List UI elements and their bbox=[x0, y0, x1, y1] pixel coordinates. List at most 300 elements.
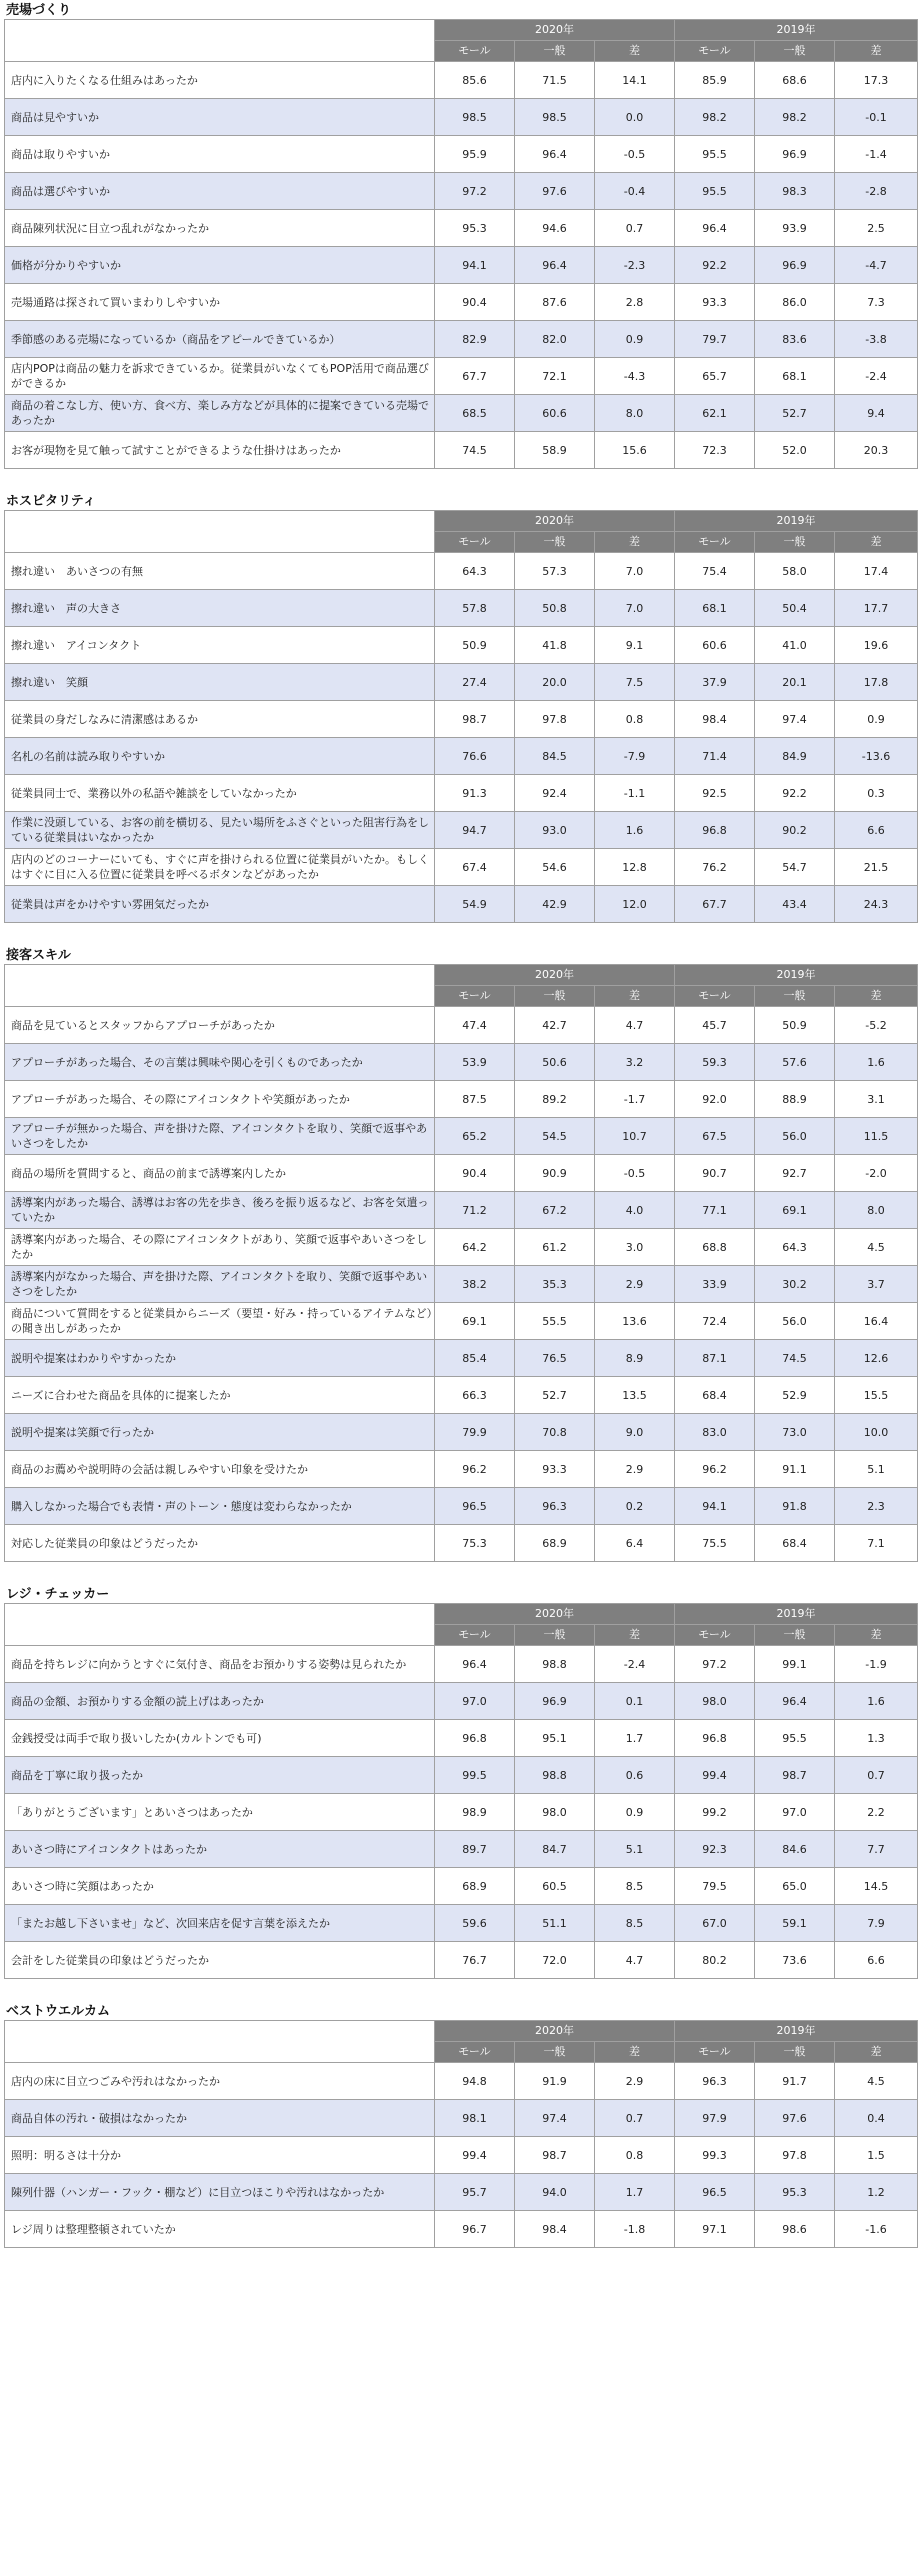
column-header: 差 bbox=[595, 41, 675, 62]
question-cell: 擦れ違い あいさつの有無 bbox=[5, 553, 435, 590]
value-cell: 4.7 bbox=[595, 1007, 675, 1044]
value-cell: 95.7 bbox=[435, 2174, 515, 2211]
survey-table bbox=[4, 19, 918, 469]
value-cell: 3.7 bbox=[835, 1266, 918, 1303]
question-cell: 商品の場所を質問すると、商品の前まで誘導案内したか bbox=[5, 1155, 435, 1192]
table-row bbox=[5, 553, 918, 590]
value-cell: 86.0 bbox=[755, 284, 835, 321]
value-cell: 71.5 bbox=[515, 62, 595, 99]
column-header: 差 bbox=[595, 1625, 675, 1646]
section-4 bbox=[0, 2003, 921, 2248]
section-title: 売場づくり bbox=[6, 3, 72, 18]
value-cell: 67.4 bbox=[435, 849, 515, 886]
year-2019-header: 2019年 bbox=[675, 2021, 918, 2042]
value-cell: -2.4 bbox=[595, 1646, 675, 1683]
value-cell: 98.8 bbox=[515, 1646, 595, 1683]
value-cell: 99.4 bbox=[435, 2137, 515, 2174]
value-cell: 96.8 bbox=[675, 1720, 755, 1757]
value-cell: 0.9 bbox=[595, 1794, 675, 1831]
value-cell: 17.3 bbox=[835, 62, 918, 99]
value-cell: 64.3 bbox=[755, 1229, 835, 1266]
column-header: 一般 bbox=[755, 986, 835, 1007]
value-cell: 97.8 bbox=[515, 701, 595, 738]
question-cell: 誘導案内がなかった場合、声を掛けた際、アイコンタクトを取り、笑顔で返事やあいさつをしたか bbox=[5, 1266, 435, 1303]
column-header: モール bbox=[435, 41, 515, 62]
table-row bbox=[5, 1229, 918, 1266]
value-cell: 98.5 bbox=[515, 99, 595, 136]
question-cell: 名札の名前は読み取りやすいか bbox=[5, 738, 435, 775]
section-title: レジ・チェッカー bbox=[6, 1587, 110, 1602]
survey-table bbox=[4, 964, 918, 1562]
value-cell: 97.1 bbox=[675, 2211, 755, 2248]
question-cell: 商品陳列状況に目立つ乱れがなかったか bbox=[5, 210, 435, 247]
value-cell: 97.4 bbox=[755, 701, 835, 738]
question-cell: 店内の床に目立つごみや汚れはなかったか bbox=[5, 2063, 435, 2100]
value-cell: 87.5 bbox=[435, 1081, 515, 1118]
value-cell: 75.4 bbox=[675, 553, 755, 590]
column-header: 差 bbox=[835, 41, 918, 62]
table-row bbox=[5, 358, 918, 395]
value-cell: -1.8 bbox=[595, 2211, 675, 2248]
value-cell: 7.7 bbox=[835, 1831, 918, 1868]
value-cell: -4.7 bbox=[835, 247, 918, 284]
value-cell: 96.4 bbox=[675, 210, 755, 247]
value-cell: 1.7 bbox=[595, 2174, 675, 2211]
value-cell: 84.7 bbox=[515, 1831, 595, 1868]
value-cell: 94.0 bbox=[515, 2174, 595, 2211]
table-row bbox=[5, 1303, 918, 1340]
header-blank bbox=[5, 511, 435, 553]
value-cell: 94.7 bbox=[435, 812, 515, 849]
value-cell: 68.4 bbox=[755, 1525, 835, 1562]
value-cell: 96.9 bbox=[755, 136, 835, 173]
table-row bbox=[5, 886, 918, 923]
table-row bbox=[5, 2174, 918, 2211]
table-row bbox=[5, 2211, 918, 2248]
value-cell: 92.0 bbox=[675, 1081, 755, 1118]
question-cell: 説明や提案は笑顔で行ったか bbox=[5, 1414, 435, 1451]
column-header: モール bbox=[675, 986, 755, 1007]
table-row bbox=[5, 432, 918, 469]
table-row bbox=[5, 1155, 918, 1192]
column-header: 一般 bbox=[515, 2042, 595, 2063]
table-row bbox=[5, 1340, 918, 1377]
value-cell: 10.7 bbox=[595, 1118, 675, 1155]
value-cell: 76.5 bbox=[515, 1340, 595, 1377]
value-cell: 68.9 bbox=[435, 1868, 515, 1905]
value-cell: 97.9 bbox=[675, 2100, 755, 2137]
value-cell: 84.5 bbox=[515, 738, 595, 775]
question-cell: 商品を丁寧に取り扱ったか bbox=[5, 1757, 435, 1794]
table-row bbox=[5, 1451, 918, 1488]
column-header: 一般 bbox=[515, 41, 595, 62]
value-cell: 59.3 bbox=[675, 1044, 755, 1081]
value-cell: 55.5 bbox=[515, 1303, 595, 1340]
value-cell: 79.5 bbox=[675, 1868, 755, 1905]
table-row bbox=[5, 2100, 918, 2137]
value-cell: 0.6 bbox=[595, 1757, 675, 1794]
value-cell: 79.7 bbox=[675, 321, 755, 358]
value-cell: 58.9 bbox=[515, 432, 595, 469]
question-cell: 「またお越し下さいませ」など、次回来店を促す言葉を添えたか bbox=[5, 1905, 435, 1942]
table-row bbox=[5, 701, 918, 738]
value-cell: 95.3 bbox=[755, 2174, 835, 2211]
value-cell: 45.7 bbox=[675, 1007, 755, 1044]
question-cell: レジ周りは整理整頓されていたか bbox=[5, 2211, 435, 2248]
column-header: モール bbox=[675, 1625, 755, 1646]
value-cell: 76.7 bbox=[435, 1942, 515, 1979]
value-cell: 56.0 bbox=[755, 1303, 835, 1340]
value-cell: 98.0 bbox=[515, 1794, 595, 1831]
header-blank bbox=[5, 1604, 435, 1646]
value-cell: 85.9 bbox=[675, 62, 755, 99]
value-cell: 72.1 bbox=[515, 358, 595, 395]
value-cell: 96.2 bbox=[675, 1451, 755, 1488]
header-blank bbox=[5, 20, 435, 62]
value-cell: 59.1 bbox=[755, 1905, 835, 1942]
table-row bbox=[5, 1414, 918, 1451]
table-row bbox=[5, 1488, 918, 1525]
value-cell: 91.3 bbox=[435, 775, 515, 812]
value-cell: 17.7 bbox=[835, 590, 918, 627]
column-header: 差 bbox=[835, 532, 918, 553]
question-cell: 誘導案内があった場合、誘導はお客の先を歩き、後ろを振り返るなど、お客を気遣っていたか bbox=[5, 1192, 435, 1229]
value-cell: 96.5 bbox=[675, 2174, 755, 2211]
question-cell: 「ありがとうございます」とあいさつはあったか bbox=[5, 1794, 435, 1831]
value-cell: 50.9 bbox=[755, 1007, 835, 1044]
value-cell: 47.4 bbox=[435, 1007, 515, 1044]
value-cell: 52.9 bbox=[755, 1377, 835, 1414]
value-cell: 95.5 bbox=[675, 173, 755, 210]
year-2020-header: 2020年 bbox=[435, 1604, 675, 1625]
question-cell: 誘導案内があった場合、その際にアイコンタクトがあり、笑顔で返事やあいさつをしたか bbox=[5, 1229, 435, 1266]
value-cell: 98.8 bbox=[515, 1757, 595, 1794]
value-cell: 67.2 bbox=[515, 1192, 595, 1229]
value-cell: 69.1 bbox=[755, 1192, 835, 1229]
value-cell: 68.9 bbox=[515, 1525, 595, 1562]
value-cell: 50.4 bbox=[755, 590, 835, 627]
value-cell: -2.0 bbox=[835, 1155, 918, 1192]
value-cell: 19.6 bbox=[835, 627, 918, 664]
value-cell: -1.4 bbox=[835, 136, 918, 173]
value-cell: 7.5 bbox=[595, 664, 675, 701]
value-cell: 96.3 bbox=[515, 1488, 595, 1525]
value-cell: 98.4 bbox=[515, 2211, 595, 2248]
value-cell: 0.7 bbox=[835, 1757, 918, 1794]
question-cell: 照明：明るさは十分か bbox=[5, 2137, 435, 2174]
year-header-row bbox=[5, 1604, 918, 1625]
column-header: 一般 bbox=[515, 1625, 595, 1646]
year-2019-header: 2019年 bbox=[675, 965, 918, 986]
table-row bbox=[5, 1377, 918, 1414]
value-cell: 1.6 bbox=[595, 812, 675, 849]
value-cell: 7.9 bbox=[835, 1905, 918, 1942]
table-row bbox=[5, 1044, 918, 1081]
value-cell: 93.0 bbox=[515, 812, 595, 849]
value-cell: 68.5 bbox=[435, 395, 515, 432]
value-cell: 64.2 bbox=[435, 1229, 515, 1266]
value-cell: 1.2 bbox=[835, 2174, 918, 2211]
value-cell: 7.3 bbox=[835, 284, 918, 321]
value-cell: 97.4 bbox=[515, 2100, 595, 2137]
value-cell: 67.7 bbox=[435, 358, 515, 395]
value-cell: 16.4 bbox=[835, 1303, 918, 1340]
value-cell: 33.9 bbox=[675, 1266, 755, 1303]
question-cell: 商品自体の汚れ・破損はなかったか bbox=[5, 2100, 435, 2137]
question-cell: 季節感のある売場になっているか（商品をアピールできているか） bbox=[5, 321, 435, 358]
value-cell: 1.7 bbox=[595, 1720, 675, 1757]
column-header: モール bbox=[435, 1625, 515, 1646]
year-2020-header: 2020年 bbox=[435, 2021, 675, 2042]
table-row bbox=[5, 627, 918, 664]
value-cell: 89.7 bbox=[435, 1831, 515, 1868]
table-row bbox=[5, 1266, 918, 1303]
question-cell: 店内のどのコーナーにいても、すぐに声を掛けられる位置に従業員がいたか。もしくはすぐに目に入る位置に従業員を呼べるボタンなどがあったか bbox=[5, 849, 435, 886]
value-cell: 5.1 bbox=[595, 1831, 675, 1868]
value-cell: 30.2 bbox=[755, 1266, 835, 1303]
value-cell: 92.4 bbox=[515, 775, 595, 812]
value-cell: 2.5 bbox=[835, 210, 918, 247]
value-cell: 5.1 bbox=[835, 1451, 918, 1488]
value-cell: 91.9 bbox=[515, 2063, 595, 2100]
column-header: モール bbox=[435, 532, 515, 553]
value-cell: 96.2 bbox=[435, 1451, 515, 1488]
year-2019-header: 2019年 bbox=[675, 511, 918, 532]
value-cell: 73.0 bbox=[755, 1414, 835, 1451]
column-header: 一般 bbox=[515, 532, 595, 553]
value-cell: 21.5 bbox=[835, 849, 918, 886]
table-row bbox=[5, 1720, 918, 1757]
value-cell: -1.7 bbox=[595, 1081, 675, 1118]
value-cell: 71.4 bbox=[675, 738, 755, 775]
value-cell: 42.7 bbox=[515, 1007, 595, 1044]
value-cell: 4.7 bbox=[595, 1942, 675, 1979]
value-cell: -2.8 bbox=[835, 173, 918, 210]
value-cell: 17.4 bbox=[835, 553, 918, 590]
value-cell: 4.5 bbox=[835, 2063, 918, 2100]
section-gap bbox=[0, 1562, 921, 1584]
value-cell: 11.5 bbox=[835, 1118, 918, 1155]
value-cell: 6.6 bbox=[835, 1942, 918, 1979]
value-cell: 93.3 bbox=[675, 284, 755, 321]
value-cell: 98.9 bbox=[435, 1794, 515, 1831]
column-header: モール bbox=[435, 2042, 515, 2063]
question-cell: ニーズに合わせた商品を具体的に提案したか bbox=[5, 1377, 435, 1414]
value-cell: 91.1 bbox=[755, 1451, 835, 1488]
value-cell: 20.1 bbox=[755, 664, 835, 701]
value-cell: 79.9 bbox=[435, 1414, 515, 1451]
column-header: 差 bbox=[595, 2042, 675, 2063]
value-cell: 96.4 bbox=[755, 1683, 835, 1720]
value-cell: 0.9 bbox=[595, 321, 675, 358]
value-cell: 0.8 bbox=[595, 701, 675, 738]
value-cell: 90.4 bbox=[435, 1155, 515, 1192]
value-cell: 42.9 bbox=[515, 886, 595, 923]
value-cell: 13.6 bbox=[595, 1303, 675, 1340]
value-cell: 97.6 bbox=[515, 173, 595, 210]
value-cell: 1.5 bbox=[835, 2137, 918, 2174]
table-row bbox=[5, 1192, 918, 1229]
question-cell: 擦れ違い 笑顔 bbox=[5, 664, 435, 701]
value-cell: -4.3 bbox=[595, 358, 675, 395]
value-cell: -0.5 bbox=[595, 1155, 675, 1192]
table-row bbox=[5, 2063, 918, 2100]
value-cell: 71.2 bbox=[435, 1192, 515, 1229]
column-header: 一般 bbox=[515, 986, 595, 1007]
value-cell: 50.6 bbox=[515, 1044, 595, 1081]
survey-table bbox=[4, 1603, 918, 1979]
value-cell: 0.4 bbox=[835, 2100, 918, 2137]
value-cell: 15.6 bbox=[595, 432, 675, 469]
column-header: 一般 bbox=[755, 41, 835, 62]
question-cell: 陳列什器（ハンガー・フック・棚など）に目立つほこりや汚れはなかったか bbox=[5, 2174, 435, 2211]
value-cell: 0.7 bbox=[595, 210, 675, 247]
value-cell: 62.1 bbox=[675, 395, 755, 432]
value-cell: 72.3 bbox=[675, 432, 755, 469]
year-2020-header: 2020年 bbox=[435, 20, 675, 41]
value-cell: 99.2 bbox=[675, 1794, 755, 1831]
question-cell: 作業に没頭している、お客の前を横切る、見たい場所をふさぐといった阻害行為をしている従業員はいなかったか bbox=[5, 812, 435, 849]
value-cell: 4.5 bbox=[835, 1229, 918, 1266]
value-cell: 35.3 bbox=[515, 1266, 595, 1303]
value-cell: 12.8 bbox=[595, 849, 675, 886]
year-header-row bbox=[5, 511, 918, 532]
column-header: 差 bbox=[595, 532, 675, 553]
value-cell: 75.5 bbox=[675, 1525, 755, 1562]
value-cell: 92.3 bbox=[675, 1831, 755, 1868]
value-cell: 52.7 bbox=[755, 395, 835, 432]
value-cell: 0.3 bbox=[835, 775, 918, 812]
value-cell: -7.9 bbox=[595, 738, 675, 775]
value-cell: 0.9 bbox=[835, 701, 918, 738]
value-cell: 65.2 bbox=[435, 1118, 515, 1155]
table-row bbox=[5, 1905, 918, 1942]
value-cell: 57.8 bbox=[435, 590, 515, 627]
value-cell: 98.5 bbox=[435, 99, 515, 136]
value-cell: 20.3 bbox=[835, 432, 918, 469]
question-cell: 従業員は声をかけやすい雰囲気だったか bbox=[5, 886, 435, 923]
value-cell: 98.3 bbox=[755, 173, 835, 210]
value-cell: 94.1 bbox=[435, 247, 515, 284]
value-cell: 96.3 bbox=[675, 2063, 755, 2100]
question-cell: 会計をした従業員の印象はどうだったか bbox=[5, 1942, 435, 1979]
question-cell: 商品について質問をすると従業員からニーズ（要望・好み・持っているアイテムなど）の聞き出しがあったか bbox=[5, 1303, 435, 1340]
column-header: モール bbox=[435, 986, 515, 1007]
value-cell: 2.2 bbox=[835, 1794, 918, 1831]
value-cell: 95.5 bbox=[755, 1720, 835, 1757]
year-header-row bbox=[5, 2021, 918, 2042]
value-cell: 74.5 bbox=[755, 1340, 835, 1377]
table-row bbox=[5, 1646, 918, 1683]
question-cell: 商品の金額、お預かりする金額の読上げはあったか bbox=[5, 1683, 435, 1720]
value-cell: 68.8 bbox=[675, 1229, 755, 1266]
value-cell: 37.9 bbox=[675, 664, 755, 701]
question-cell: 説明や提案はわかりやすかったか bbox=[5, 1340, 435, 1377]
value-cell: 85.4 bbox=[435, 1340, 515, 1377]
value-cell: 82.0 bbox=[515, 321, 595, 358]
value-cell: -0.4 bbox=[595, 173, 675, 210]
value-cell: 0.8 bbox=[595, 2137, 675, 2174]
value-cell: 60.6 bbox=[675, 627, 755, 664]
year-header-row bbox=[5, 20, 918, 41]
value-cell: 12.0 bbox=[595, 886, 675, 923]
value-cell: 8.5 bbox=[595, 1905, 675, 1942]
value-cell: 95.9 bbox=[435, 136, 515, 173]
value-cell: 67.5 bbox=[675, 1118, 755, 1155]
value-cell: 6.4 bbox=[595, 1525, 675, 1562]
value-cell: 2.3 bbox=[835, 1488, 918, 1525]
value-cell: 98.0 bbox=[675, 1683, 755, 1720]
value-cell: 4.0 bbox=[595, 1192, 675, 1229]
table-row bbox=[5, 738, 918, 775]
header-blank bbox=[5, 965, 435, 1007]
value-cell: 38.2 bbox=[435, 1266, 515, 1303]
value-cell: -13.6 bbox=[835, 738, 918, 775]
value-cell: -0.1 bbox=[835, 99, 918, 136]
value-cell: 92.5 bbox=[675, 775, 755, 812]
value-cell: -1.9 bbox=[835, 1646, 918, 1683]
section-0 bbox=[0, 2, 921, 469]
header-blank bbox=[5, 2021, 435, 2063]
value-cell: 54.7 bbox=[755, 849, 835, 886]
question-cell: 店内に入りたくなる仕組みはあったか bbox=[5, 62, 435, 99]
value-cell: 83.6 bbox=[755, 321, 835, 358]
column-header: 一般 bbox=[755, 532, 835, 553]
value-cell: 60.6 bbox=[515, 395, 595, 432]
value-cell: 97.6 bbox=[755, 2100, 835, 2137]
value-cell: 96.4 bbox=[515, 136, 595, 173]
question-cell: 商品を見ているとスタッフからアプローチがあったか bbox=[5, 1007, 435, 1044]
value-cell: 90.9 bbox=[515, 1155, 595, 1192]
year-header-row bbox=[5, 965, 918, 986]
value-cell: 8.0 bbox=[595, 395, 675, 432]
question-cell: 擦れ違い アイコンタクト bbox=[5, 627, 435, 664]
question-cell: あいさつ時に笑顔はあったか bbox=[5, 1868, 435, 1905]
value-cell: 9.1 bbox=[595, 627, 675, 664]
column-header: モール bbox=[675, 2042, 755, 2063]
value-cell: 68.1 bbox=[755, 358, 835, 395]
value-cell: 65.0 bbox=[755, 1868, 835, 1905]
value-cell: 41.8 bbox=[515, 627, 595, 664]
value-cell: 56.0 bbox=[755, 1118, 835, 1155]
value-cell: 92.7 bbox=[755, 1155, 835, 1192]
table-row bbox=[5, 395, 918, 432]
value-cell: -1.6 bbox=[835, 2211, 918, 2248]
table-row bbox=[5, 1831, 918, 1868]
section-title: ホスピタリティ bbox=[6, 494, 96, 509]
value-cell: 98.2 bbox=[675, 99, 755, 136]
question-cell: 商品を持ちレジに向かうとすぐに気付き、商品をお預かりする姿勢は見られたか bbox=[5, 1646, 435, 1683]
value-cell: 98.4 bbox=[675, 701, 755, 738]
value-cell: 50.8 bbox=[515, 590, 595, 627]
value-cell: 60.5 bbox=[515, 1868, 595, 1905]
question-cell: 価格が分かりやすいか bbox=[5, 247, 435, 284]
value-cell: 98.7 bbox=[755, 1757, 835, 1794]
value-cell: 1.6 bbox=[835, 1683, 918, 1720]
value-cell: 99.1 bbox=[755, 1646, 835, 1683]
value-cell: 2.8 bbox=[595, 284, 675, 321]
value-cell: 98.2 bbox=[755, 99, 835, 136]
value-cell: 93.3 bbox=[515, 1451, 595, 1488]
value-cell: 68.1 bbox=[675, 590, 755, 627]
value-cell: 85.6 bbox=[435, 62, 515, 99]
value-cell: 91.7 bbox=[755, 2063, 835, 2100]
table-row bbox=[5, 247, 918, 284]
value-cell: 9.4 bbox=[835, 395, 918, 432]
value-cell: 2.9 bbox=[595, 2063, 675, 2100]
table-row bbox=[5, 1007, 918, 1044]
section-gap bbox=[0, 1979, 921, 2001]
